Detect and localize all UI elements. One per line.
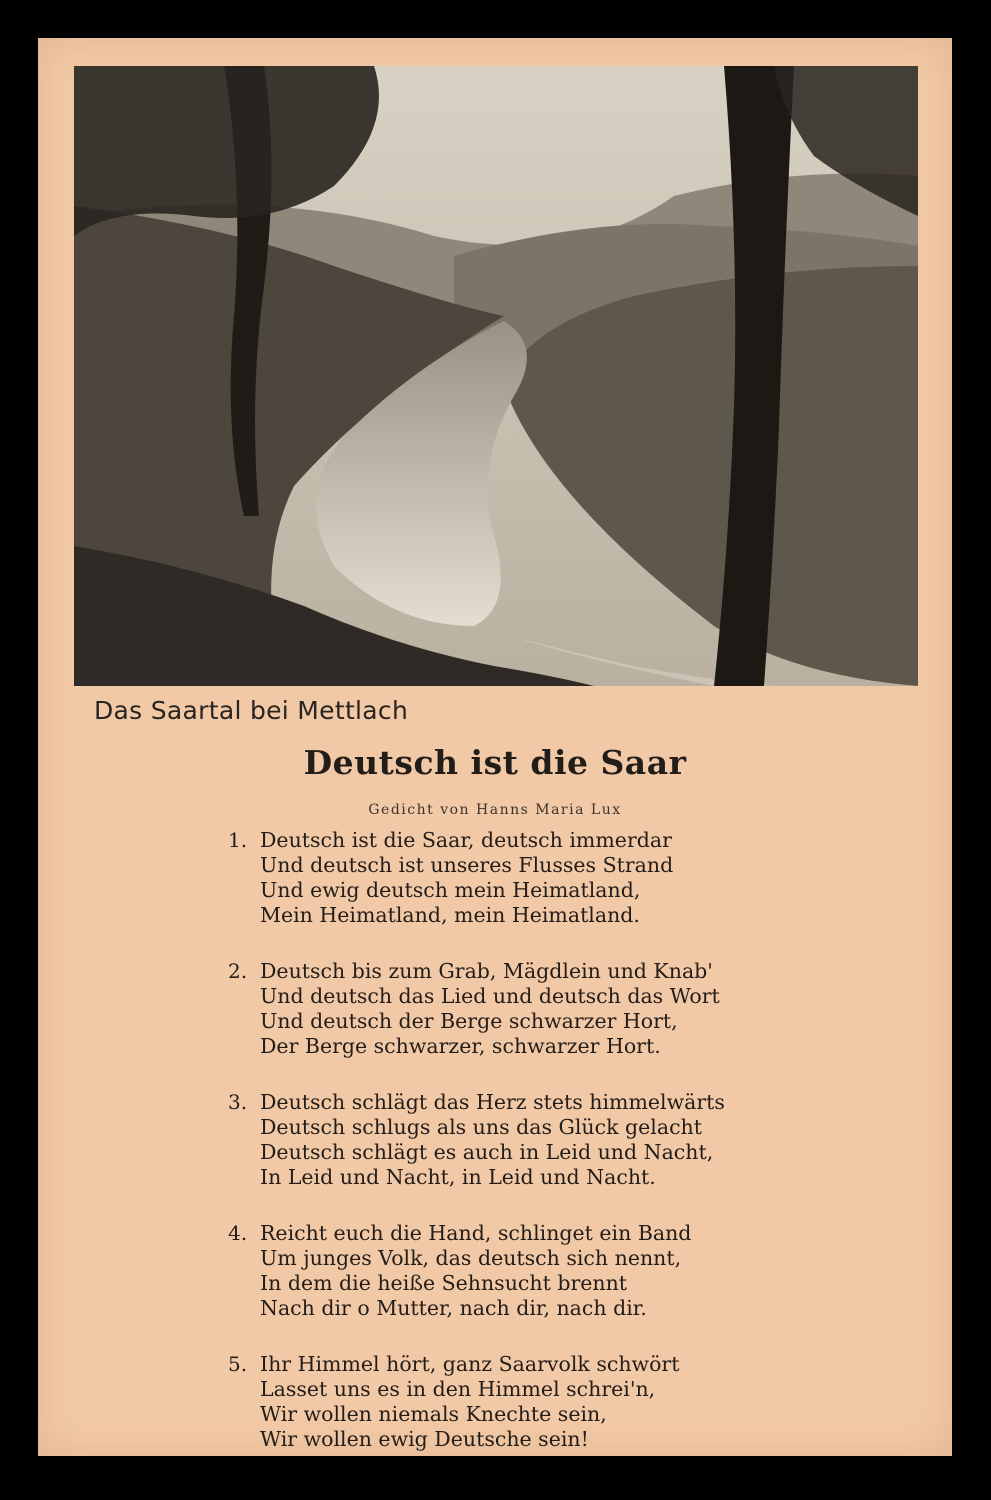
poem-title: Deutsch ist die Saar bbox=[303, 743, 687, 782]
verse-line: Reicht euch die Hand, schlinget ein Band bbox=[260, 1221, 692, 1245]
verse-line: Mein Heimatland, mein Heimatland. bbox=[260, 903, 640, 927]
verse-number: 5. bbox=[228, 1352, 248, 1376]
poem-author: Gedicht von Hanns Maria Lux bbox=[368, 802, 622, 818]
postcard bbox=[38, 38, 952, 1456]
verse-3 bbox=[228, 1090, 868, 1190]
verse-4 bbox=[228, 1221, 868, 1321]
landscape-image bbox=[74, 66, 918, 686]
poem-verses bbox=[228, 828, 868, 1483]
verse-2 bbox=[228, 959, 868, 1059]
verse-line: Ihr Himmel hört, ganz Saarvolk schwört bbox=[260, 1352, 680, 1376]
verse-line: Und ewig deutsch mein Heimatland, bbox=[260, 878, 641, 902]
verse-line: Deutsch schlägt das Herz stets himmelwärts bbox=[260, 1090, 725, 1114]
verse-number: 3. bbox=[228, 1090, 248, 1114]
verse-line: Und deutsch das Lied und deutsch das Wort bbox=[260, 984, 720, 1008]
saar-valley-photo bbox=[74, 66, 918, 686]
verse-line: Deutsch ist die Saar, deutsch immerdar bbox=[260, 828, 672, 852]
photo-caption: Das Saartal bei Mettlach bbox=[94, 696, 409, 725]
verse-number: 4. bbox=[228, 1221, 248, 1245]
verse-line: Deutsch schlugs als uns das Glück gelacht bbox=[260, 1115, 703, 1139]
verse-line: In dem die heiße Sehnsucht brennt bbox=[260, 1271, 628, 1295]
verse-1 bbox=[228, 828, 868, 928]
verse-number: 2. bbox=[228, 959, 248, 983]
verse-line: Der Berge schwarzer, schwarzer Hort. bbox=[260, 1034, 661, 1058]
verse-line: Deutsch schlägt es auch in Leid und Nacht, bbox=[260, 1140, 714, 1164]
verse-line: Deutsch bis zum Grab, Mägdlein und Knab' bbox=[260, 959, 713, 983]
verse-5 bbox=[228, 1352, 868, 1452]
verse-line: Um junges Volk, das deutsch sich nennt, bbox=[260, 1246, 682, 1270]
verse-line: Wir wollen ewig Deutsche sein! bbox=[260, 1427, 589, 1451]
verse-line: Wir wollen niemals Knechte sein, bbox=[260, 1402, 607, 1426]
verse-line: Und deutsch ist unseres Flusses Strand bbox=[260, 853, 674, 877]
verse-line: Und deutsch der Berge schwarzer Hort, bbox=[260, 1009, 678, 1033]
verse-line: Nach dir o Mutter, nach dir, nach dir. bbox=[260, 1296, 647, 1320]
verse-line: In Leid und Nacht, in Leid und Nacht. bbox=[260, 1165, 656, 1189]
verse-line: Lasset uns es in den Himmel schrei'n, bbox=[260, 1377, 656, 1401]
verse-number: 1. bbox=[228, 828, 248, 852]
